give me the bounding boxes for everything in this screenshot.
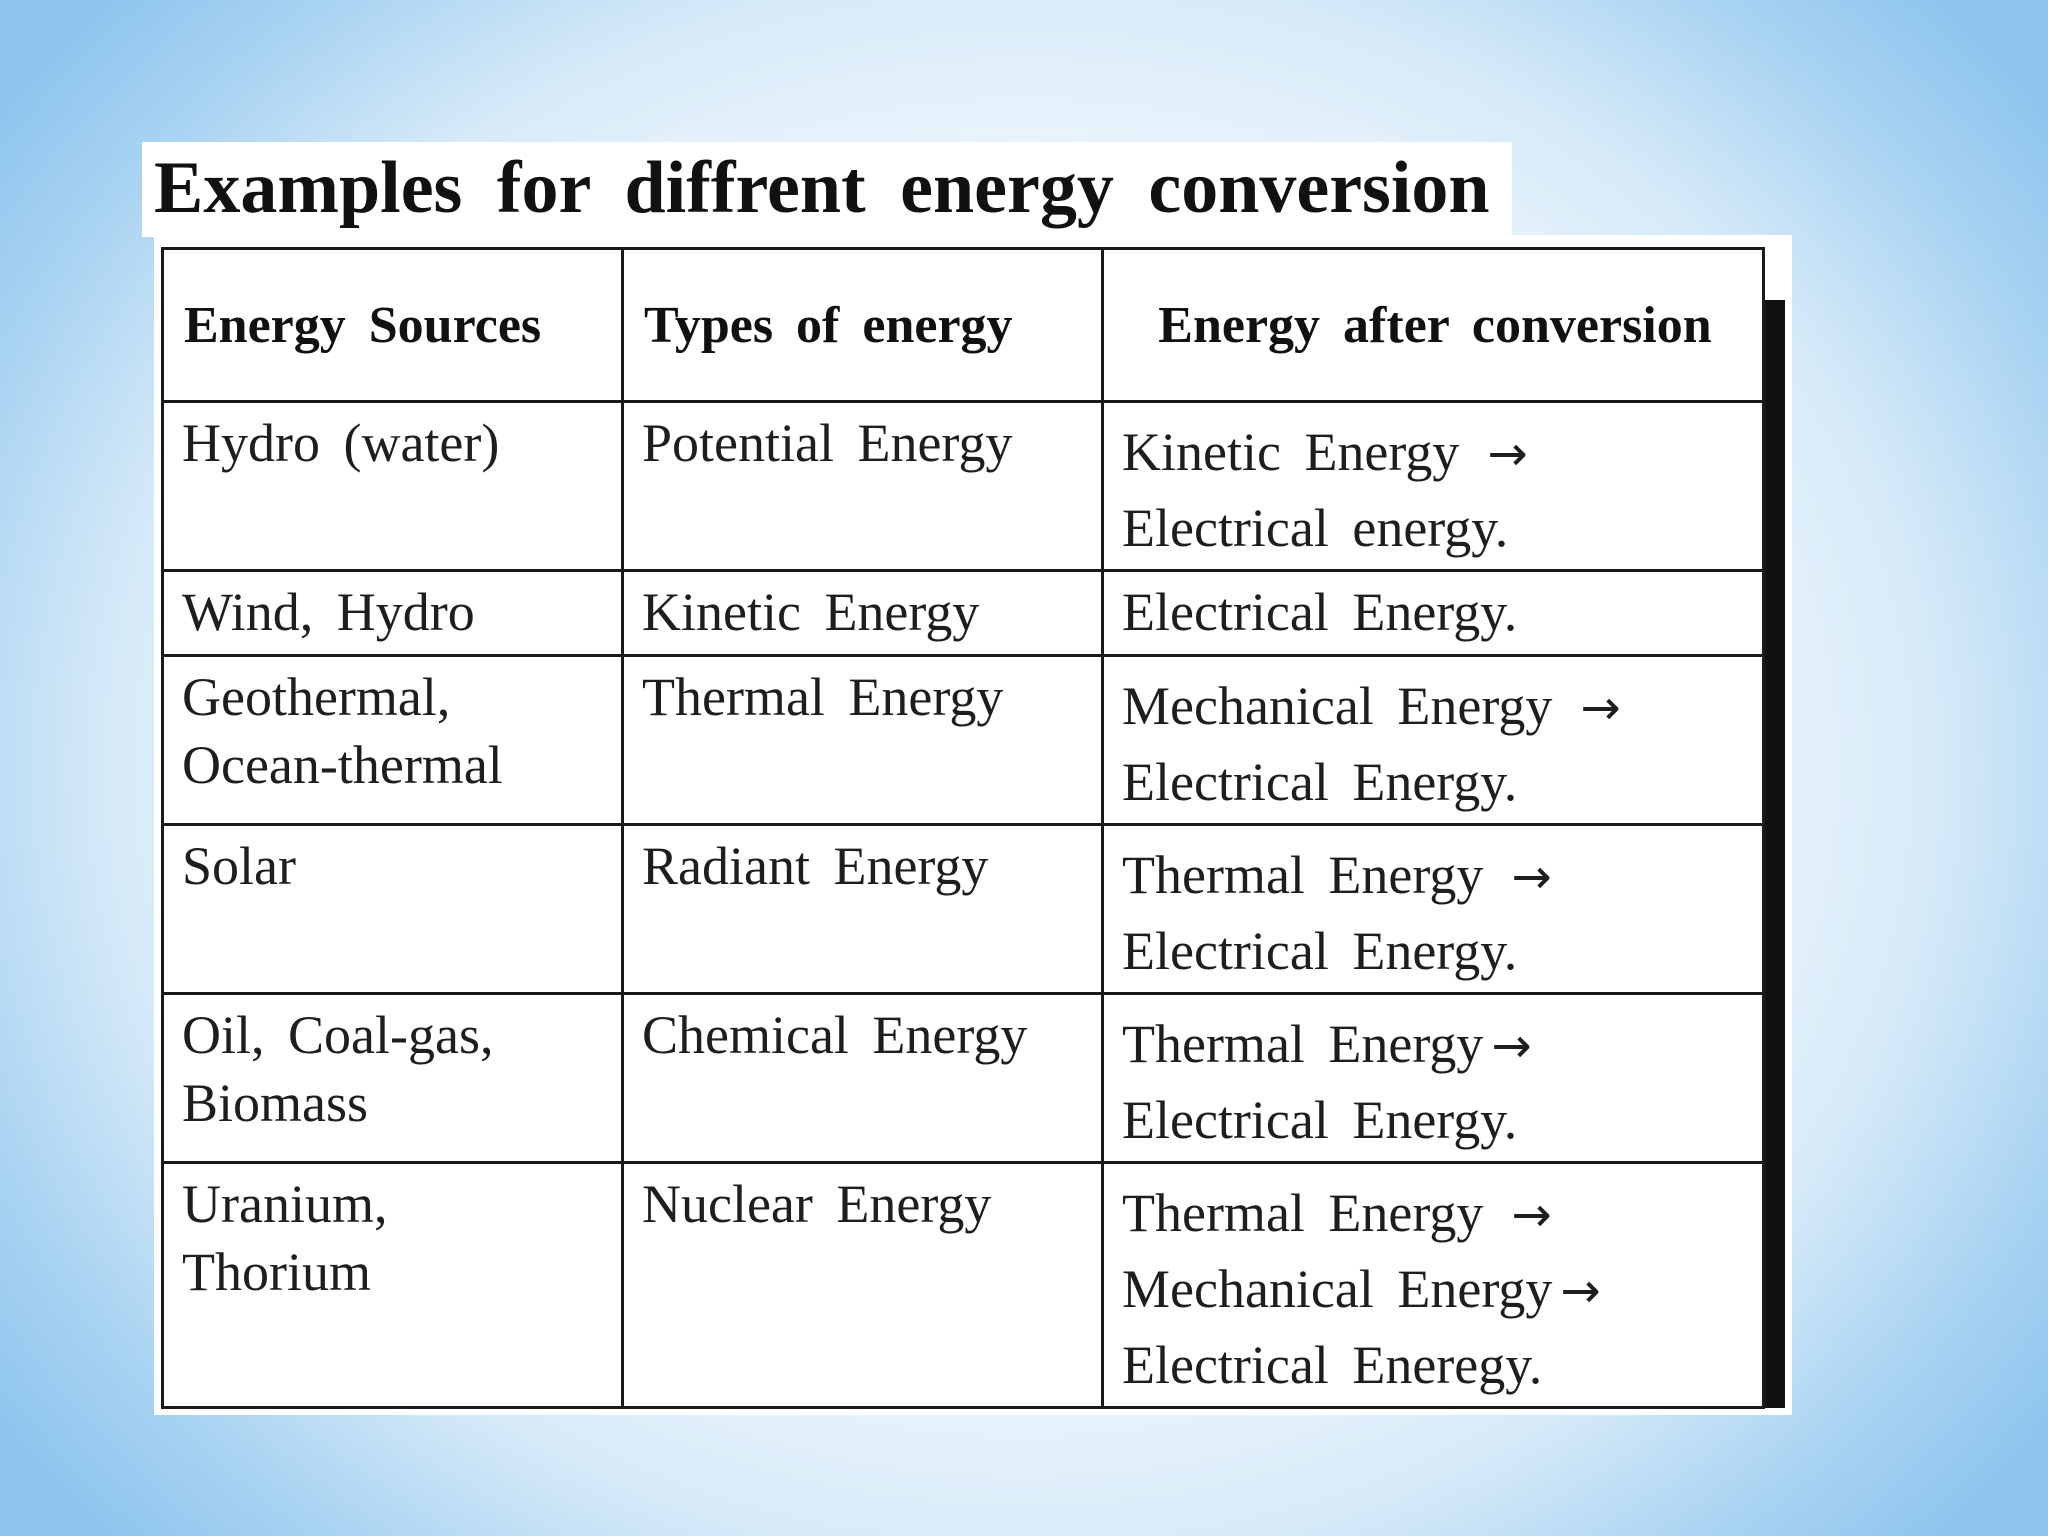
source-cell bbox=[163, 402, 623, 571]
type-cell: Thermal Energy bbox=[623, 656, 1103, 825]
source-text: Oil, Coal-gas, bbox=[182, 1005, 494, 1065]
slide-title: Examples for diffrent energy conversion bbox=[154, 147, 1490, 229]
after-line bbox=[1122, 1007, 1746, 1083]
source-cell bbox=[163, 994, 623, 1163]
after-cell bbox=[1103, 571, 1764, 656]
source-text: Geothermal, bbox=[182, 667, 451, 727]
source-text: Ocean-thermal bbox=[182, 735, 503, 795]
type-cell: Radiant Energy bbox=[623, 825, 1103, 994]
after-cell bbox=[1103, 402, 1764, 571]
header-energy-after-conversion: Energy after conversion bbox=[1103, 249, 1764, 402]
source-cell bbox=[163, 1163, 623, 1408]
after-cell bbox=[1103, 656, 1764, 825]
arrow-right-icon: → bbox=[1560, 1263, 1601, 1319]
source-cell bbox=[163, 656, 623, 825]
after-line bbox=[1122, 415, 1746, 491]
after-line bbox=[1122, 1176, 1746, 1252]
source-text: Hydro (water) bbox=[182, 413, 500, 473]
after-line: Electrical Energy. bbox=[1122, 1090, 1518, 1150]
after-line: Electrical Energy. bbox=[1122, 582, 1518, 642]
after-text: Thermal Energy bbox=[1122, 1014, 1484, 1074]
after-cell bbox=[1103, 825, 1764, 994]
table-row bbox=[163, 994, 1764, 1163]
after-text: Kinetic Energy bbox=[1122, 422, 1460, 482]
after-text: Mechanical Energy bbox=[1122, 1259, 1553, 1319]
arrow-right-icon: → bbox=[1511, 1187, 1552, 1243]
table-header-row bbox=[163, 249, 1764, 402]
after-line: Electrical energy. bbox=[1122, 498, 1509, 558]
arrow-right-icon: → bbox=[1580, 680, 1621, 736]
after-text: Mechanical Energy bbox=[1122, 676, 1553, 736]
after-cell bbox=[1103, 1163, 1764, 1408]
source-text: Biomass bbox=[182, 1073, 369, 1133]
header-types-of-energy: Types of energy bbox=[623, 249, 1103, 402]
type-cell: Kinetic Energy bbox=[623, 571, 1103, 656]
after-line bbox=[1122, 838, 1746, 914]
after-cell bbox=[1103, 994, 1764, 1163]
table-row bbox=[163, 402, 1764, 571]
table-row bbox=[163, 571, 1764, 656]
source-text: Solar bbox=[182, 836, 296, 896]
type-cell: Nuclear Energy bbox=[623, 1163, 1103, 1408]
type-cell: Chemical Energy bbox=[623, 994, 1103, 1163]
arrow-right-icon: → bbox=[1487, 426, 1528, 482]
arrow-right-icon: → bbox=[1511, 849, 1552, 905]
after-line: Electrical Energy. bbox=[1122, 752, 1518, 812]
after-line bbox=[1122, 1252, 1746, 1328]
after-line: Electrical Eneregy. bbox=[1122, 1335, 1543, 1395]
table-row bbox=[163, 825, 1764, 994]
source-text: Wind, Hydro bbox=[182, 582, 475, 642]
source-cell bbox=[163, 825, 623, 994]
after-line bbox=[1122, 669, 1746, 745]
after-text: Thermal Energy bbox=[1122, 1183, 1484, 1243]
type-cell: Potential Energy bbox=[623, 402, 1103, 571]
header-energy-sources: Energy Sources bbox=[163, 249, 623, 402]
after-text: Thermal Energy bbox=[1122, 845, 1484, 905]
source-text: Uranium, bbox=[182, 1174, 388, 1234]
source-cell bbox=[163, 571, 623, 656]
arrow-right-icon: → bbox=[1491, 1018, 1532, 1074]
after-line: Electrical Energy. bbox=[1122, 921, 1518, 981]
table-row bbox=[163, 656, 1764, 825]
table-row bbox=[163, 1163, 1764, 1408]
energy-conversion-table bbox=[161, 247, 1765, 1409]
source-text: Thorium bbox=[182, 1242, 371, 1302]
